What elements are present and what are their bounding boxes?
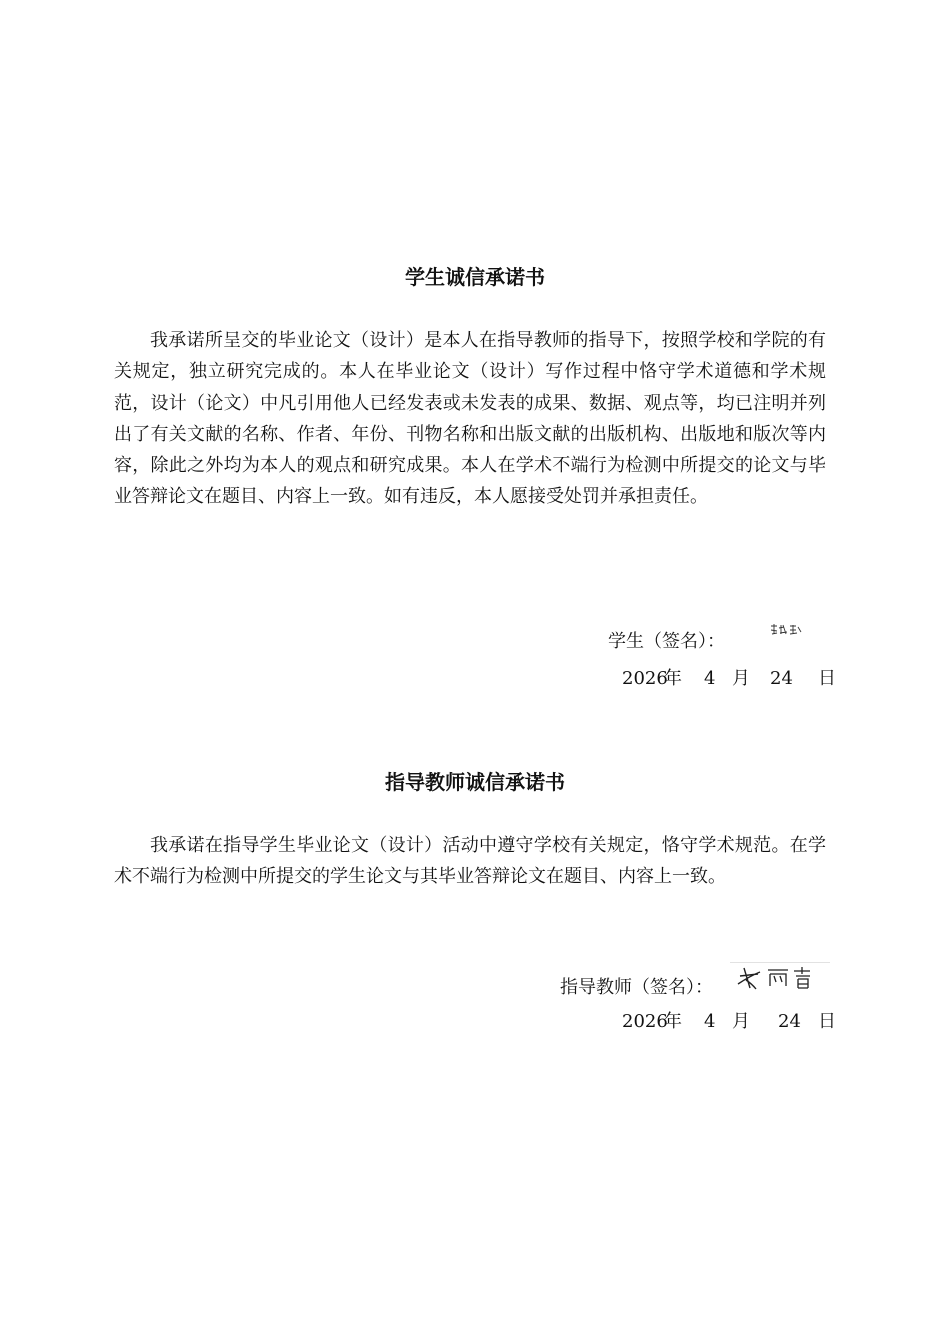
advisor-date: [622, 1010, 842, 1034]
student-date-month: 4: [704, 668, 716, 689]
advisor-date-year-unit: 年: [664, 1011, 682, 1032]
student-pledge-body: 我承诺所呈交的毕业论文（设计）是本人在指导教师的指导下，按照学校和学院的有关规定，独立研究完成的。本人在毕业论文（设计）写作过程中恪守学术道德和学术规范，设计（论文）中凡引用他人已经发表或未发表的成果、数据、观点等，均已注明并列出了有关文献的名称、作者、年份、刊物名称和出版文献的出版机构、出版地和版次等内容，除此之外均为本人的观点和研究成果。本人在学术不端行为检测中所提交的论文与毕业答辩论文在题目、内容上一致。如有违反，本人愿接受处罚并承担责任。: [114, 330, 826, 508]
advisor-date-day-unit: 日: [818, 1011, 836, 1032]
student-date: [622, 667, 842, 691]
advisor-date-month-unit: 月: [732, 1011, 750, 1032]
student-date-day-unit: 日: [818, 668, 836, 689]
advisor-signature-label: 指导教师（签名）：: [560, 977, 713, 998]
student-date-year: 2026: [622, 668, 668, 689]
student-date-day: 24: [770, 668, 793, 689]
student-signature-label: 学生（签名）：: [608, 631, 725, 652]
advisor-signature-image: [730, 962, 830, 994]
advisor-pledge-title: 指导教师诚信承诺书: [385, 770, 565, 794]
advisor-pledge-body: 我承诺在指导学生毕业论文（设计）活动中遵守学校有关规定，恪守学术规范。在学术不端行为检测中所提交的学生论文与其毕业答辩论文在题目、内容上一致。: [114, 835, 826, 888]
student-date-year-unit: 年: [664, 668, 682, 689]
student-date-month-unit: 月: [732, 668, 750, 689]
advisor-date-year: 2026: [622, 1011, 668, 1032]
student-pledge-title: 学生诚信承诺书: [405, 265, 545, 289]
advisor-date-day: 24: [778, 1011, 801, 1032]
student-signature-image: [768, 622, 804, 638]
advisor-date-month: 4: [704, 1011, 716, 1032]
